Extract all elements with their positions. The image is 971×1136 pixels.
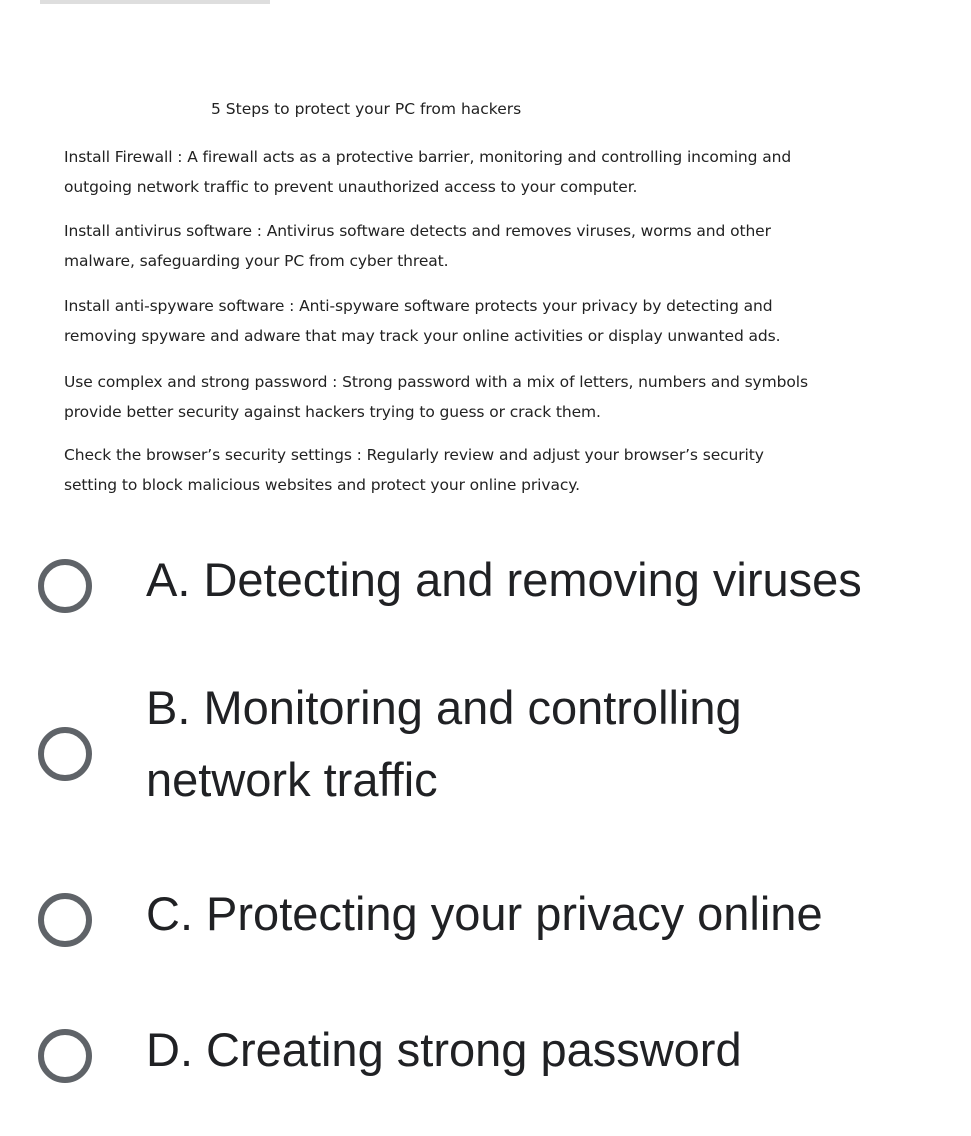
option-label-line: D. Creating strong password (146, 1023, 742, 1076)
option-label-d (146, 1014, 742, 1086)
answer-option-c[interactable] (0, 874, 971, 964)
step-browser-security (64, 440, 944, 500)
step-line: outgoing network traffic to prevent unauthorized access to your computer. (64, 178, 638, 196)
radio-button-c[interactable] (38, 893, 92, 947)
option-label-a (146, 544, 862, 616)
step-line: Use complex and strong password : Strong password with a mix of letters, numbers and symbols (64, 373, 808, 391)
radio-button-a[interactable] (38, 559, 92, 613)
step-install-antivirus (64, 216, 944, 276)
step-install-anti-spyware (64, 291, 944, 351)
radio-button-b[interactable] (38, 727, 92, 781)
document-title: 5 Steps to protect your PC from hackers (211, 100, 522, 118)
step-strong-password (64, 367, 944, 427)
step-line: removing spyware and adware that may track your online activities or display unwanted ads. (64, 327, 781, 345)
answer-option-a[interactable] (0, 540, 971, 630)
option-label-b (146, 672, 742, 816)
answer-option-b[interactable] (0, 672, 971, 832)
step-line: Install anti-spyware software : Anti-spyware software protects your privacy by detecting and (64, 297, 773, 315)
step-line: provide better security against hackers trying to guess or crack them. (64, 403, 601, 421)
step-install-firewall (64, 142, 944, 202)
radio-button-d[interactable] (38, 1029, 92, 1083)
option-label-line: network traffic (146, 753, 438, 806)
option-label-line: C. Protecting your privacy online (146, 887, 823, 940)
question-document-image (0, 0, 971, 520)
step-line: malware, safeguarding your PC from cyber threat. (64, 252, 449, 270)
step-line: Install Firewall : A firewall acts as a protective barrier, monitoring and controlling incoming and (64, 148, 792, 166)
step-line: Install antivirus software : Antivirus software detects and removes viruses, worms and other (64, 222, 771, 240)
step-line: Check the browser’s security settings : Regularly review and adjust your browser’s security (64, 446, 764, 464)
step-line: setting to block malicious websites and protect your online privacy. (64, 476, 580, 494)
option-label-line: B. Monitoring and controlling (146, 681, 742, 734)
option-label-c (146, 878, 823, 950)
option-label-line: A. Detecting and removing viruses (146, 553, 862, 606)
answer-option-d[interactable] (0, 1010, 971, 1100)
